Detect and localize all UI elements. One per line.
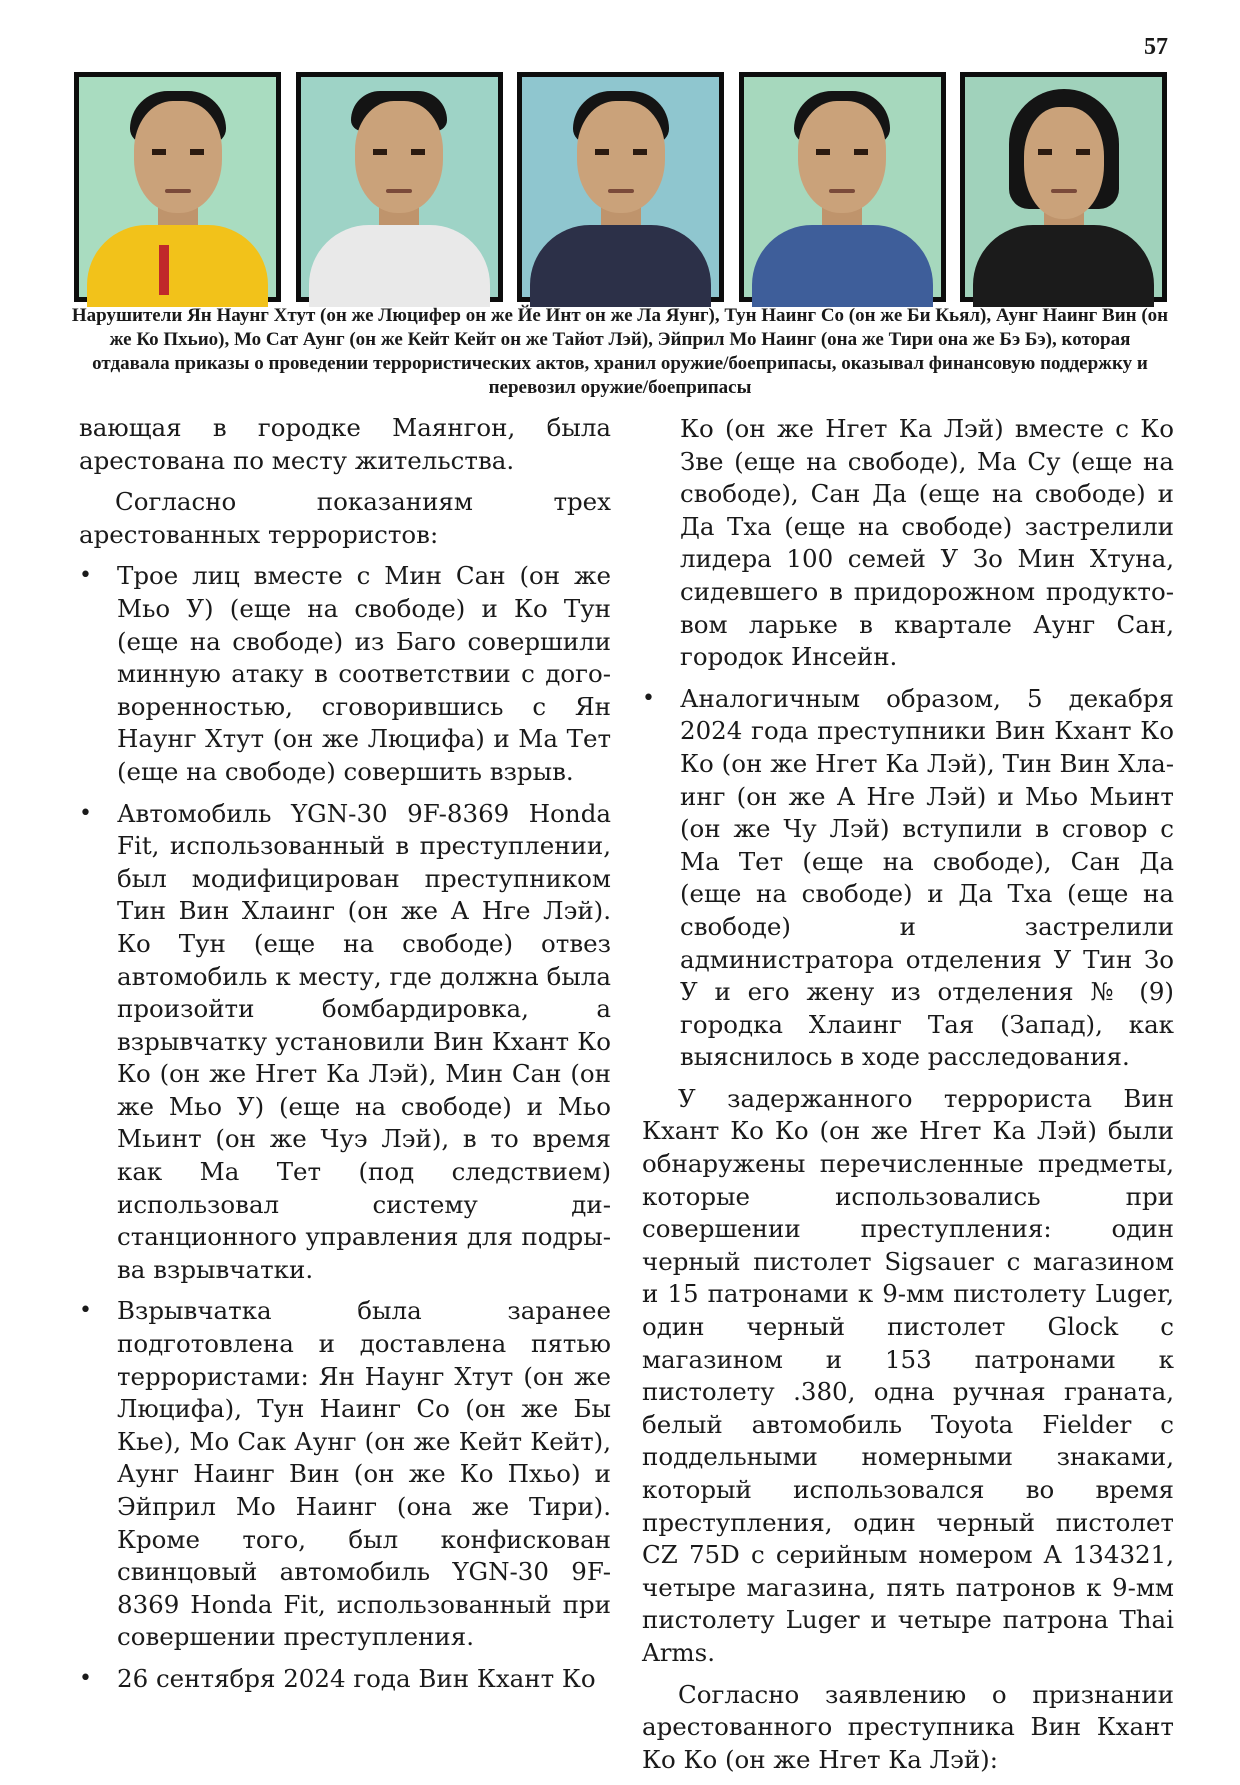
testimony-list-continued <box>642 413 1174 1074</box>
suspect-photo-5 <box>960 72 1167 302</box>
paragraph: У задержанного террориста Вин Кхант Ко Ко (он же Нгет Ка Лэй) были обнаружены перечисленные предметы, которые использовались при совершении преступления: один черный пистолет Sigsauer с магазином и 15 патронами к 9-мм пистолету Luger, один черный пистолет Glock с магазином и 153 патронами к пистолету .380, одна ручная граната, белый автомобиль Toyota Fielder с поддельными номерными знаками, который использовался во время преступления, один черный пистолет CZ 75D с серийным номером A 134321, четыре магазина, пять патронов к 9-мм пистолету Luger и четыре патрона Thai Arms. <box>642 1083 1174 1667</box>
photo-caption: Нарушители Ян Наунг Хтут (он же Люцифер он же Йе Инт он же Ла Яунг), Тун Наинг Со (он же Би Кьял), Аунг Наинг Вин (он же Ко Пхьио), Мо Сат Аунг (он же Кейт Кейт он же Тайот Лэй), Эйприл Мо Наинг (она же Тири она же Бэ Бэ), которая отдавала приказы о проведении террористических актов, хранил оружие/боеприпасы, оказывал финансовую поддержку и перевозил оружие/боеприпасы <box>71 305 1169 398</box>
list-item: • Трое лиц вместе с Мин Сан (он же Мьо У) (еще на свободе) и Ко Тун (еще на свободе) из Баго совершили минную атаку в соответствии с договоренностью, сговорившись с Ян Наунг Хтут (он же Люцифа) и Ма Тет (еще на свободе) совершить взрыв. <box>79 560 611 788</box>
right-column <box>642 413 1174 1785</box>
left-column <box>79 412 611 1705</box>
list-item: • Автомобиль YGN-30 9F-8369 Honda Fit, использованный в преступлении, был модифицирован преступником Тин Вин Хлаинг (он же А Нге Лэй). Ко Тун (еще на свободе) отвез автомобиль к месту, где должна была произойти бомбардировка, а взрывчатку установили Вин Кхант Ко Ко (он же Нгет Ка Лэй), Мин Сан (он же Мьо У) (еще на свободе) и Мьо Мьинт (он же Чуэ Лэй), в то время как Ма Тет (под следствием) использовал систему дистанционного управления для подрыва взрывчатки. <box>79 798 611 1287</box>
list-item: • Аналогичным образом, 5 декабря 2024 года преступники Вин Кхант Ко Ко (он же Нгет Ка Лэй), Тин Вин Хлаинг (он же А Нге Лэй) и Мьо Мьинт (он же Чу Лэй) вступили в сговор с Ма Тет (еще на свободе), Сан Да (еще на свободе) и Да Тха (еще на свободе) и застрелили администратора отделения У Тин Зо У и его жену из отделения № (9) городка Хлаинг Тая (Запад), как выяснилось в ходе расследования. <box>642 683 1174 1074</box>
paragraph: Согласно показаниям трех арестованных террористов: <box>79 487 611 549</box>
suspect-photo-1 <box>74 72 281 302</box>
photo-strip <box>74 72 1167 302</box>
suspect-photo-2 <box>296 72 503 302</box>
suspect-photo-4 <box>739 72 946 302</box>
testimony-list <box>79 560 611 1695</box>
page-number: 57 <box>1144 34 1168 60</box>
suspect-photo-3 <box>517 72 724 302</box>
paragraph: вающая в городке Маянгон, была арестована по месту жительства. <box>79 413 611 475</box>
list-item: • 26 сентября 2024 года Вин Кхант Ко <box>79 1663 611 1696</box>
paragraph: Согласно заявлению о признании арестованного преступника Вин Кхант Ко Ко (он же Нгет Ка Лэй): <box>642 1679 1174 1774</box>
list-item: Ко (он же Нгет Ка Лэй) вместе с Ко Зве (еще на свободе), Ма Су (еще на свободе), Сан Да (еще на свободе) и Да Тха (еще на свободе) застрелили лидера 100 семей У Зо Мин Хтуна, сидевшего в придорожном продуктовом ларьке в квартале Аунг Сан, городок Инсейн. <box>680 414 1174 672</box>
list-item: • Взрывчатка была заранее подготовлена и доставлена пятью террористами: Ян Наунг Хтут (он же Люцифа), Тун Наинг Со (он же Бы Кье), Мо Сак Аунг (он же Кейт Кейт), Аунг Наинг Вин (он же Ко Пхьо) и Эйприл Мо Наинг (она же Тири). Кроме того, был конфискован свинцовый автомобиль YGN-30 9F-8369 Honda Fit, использованный при совершении преступления. <box>79 1295 611 1654</box>
